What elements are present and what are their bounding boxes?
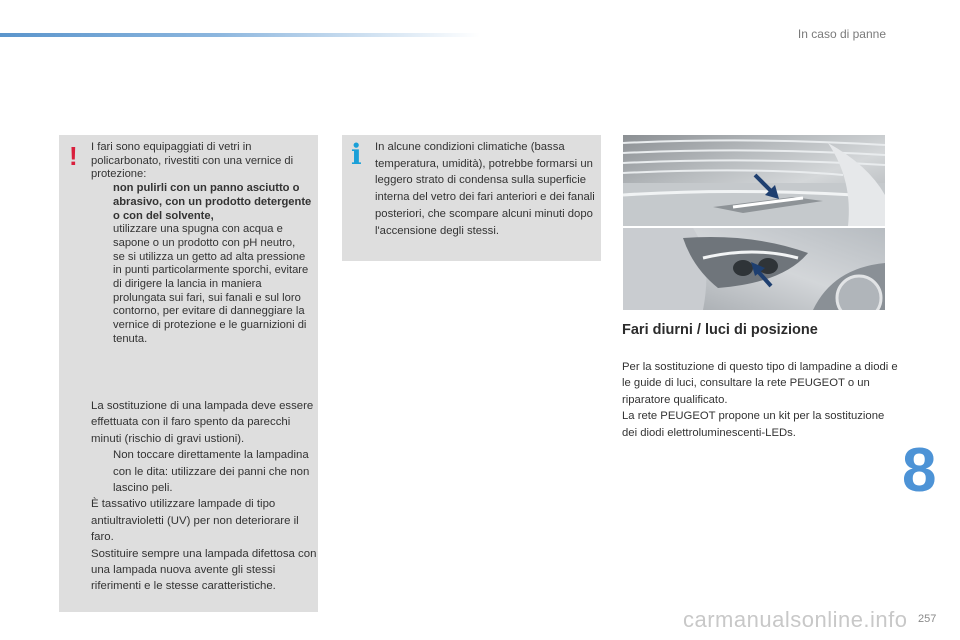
page-number: 257 (918, 613, 937, 625)
chapter-title: In caso di panne (797, 27, 886, 41)
headlamp-photo (623, 228, 885, 310)
warning-bullet-2-text: utilizzare una spugna con acqua e sapone o un prodotto con pH neutro, (113, 223, 296, 249)
info-box (342, 135, 601, 261)
section-title: Fari diurni / luci di posizione (622, 322, 818, 338)
section-text (622, 359, 902, 441)
lamp-paragraph-3: Sostituire sempre una lampada difettosa con una lampada nuova avente gli stessi riferimenti e le stesse caratteristiche. (91, 547, 317, 593)
warning-bullet-2 (91, 223, 313, 250)
watermark: carmanualsonline.info (683, 607, 908, 632)
warning-bullet-3-text: se si utilizza un getto ad alta pressione in punti particolarmente sporchi, evitare di dirigere la lancia in maniera prolungata sui fari, sui fanali e sul loro contorno, per evitare di danneggiare la vernice di protezione e le guarnizioni di tenuta. (113, 250, 309, 345)
section-text-2: La rete PEUGEOT propone un kit per la sostituzione dei diodi elettroluminescenti-LEDs. (622, 410, 885, 439)
lamp-replacement-text (91, 398, 317, 595)
info-text: In alcune condizioni climatiche (bassa temperatura, umidità), potrebbe formarsi un leggero strato di condensa sulla superficie interna del vetro dei fari anteriori e dei fanali posteriori, che scompare alcuni minuti dopo l'accensione degli stessi. (375, 141, 595, 237)
warning-icon: ! (69, 141, 78, 171)
lamp-paragraph-1: La sostituzione di una lampada deve essere effettuata con il faro spento da parecchi minuti (rischio di gravi ustioni). (91, 400, 314, 445)
lamp-bullet (91, 447, 317, 496)
warning-bullet-1-text: non pulirli con un panno asciutto o abrasivo, con un prodotto detergente o con del solvente, (113, 182, 312, 222)
lamp-bullet-text: Non toccare direttamente la lampadina con le dita: utilizzare dei panni che non lascino peli. (113, 449, 310, 495)
warning-text (91, 141, 313, 347)
header-accent-bar (0, 33, 480, 37)
section-text-1: Per la sostituzione di questo tipo di lampadine a diodi e le guide di luci, consultare la rete PEUGEOT o un riparatore qualificato. (622, 361, 898, 406)
warning-intro: I fari sono equipaggiati di vetri in policarbonato, rivestiti con una vernice di protezione: (91, 141, 294, 181)
daytime-light-photo (623, 135, 885, 226)
lamp-paragraph-2: È tassativo utilizzare lampade di tipo antiultravioletti (UV) per non deteriorare il faro. (91, 498, 299, 544)
info-icon: i (351, 138, 362, 171)
warning-box (59, 135, 318, 612)
warning-bullet-3 (91, 251, 313, 347)
warning-bullet-1 (91, 182, 313, 223)
chapter-number: 8 (902, 436, 937, 505)
